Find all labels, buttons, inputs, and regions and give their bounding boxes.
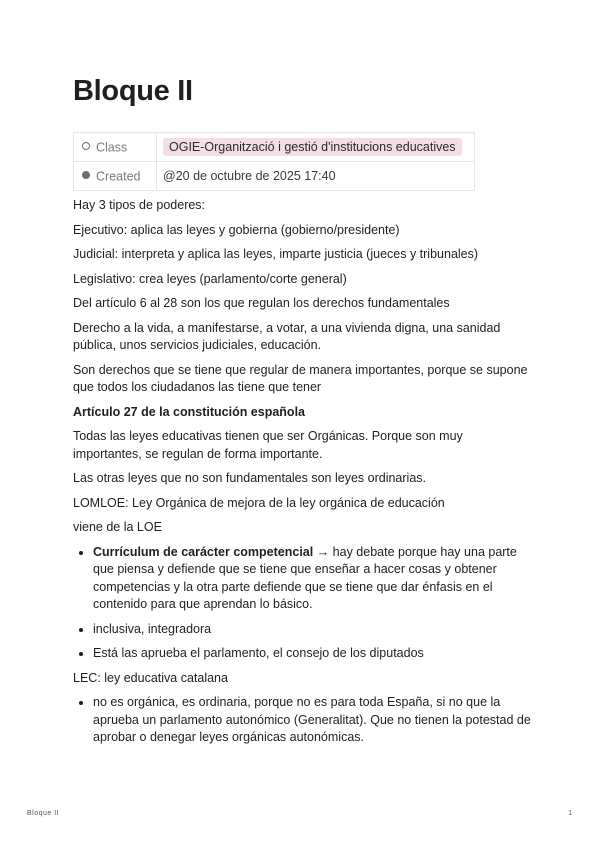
- paragraph: Son derechos que se tiene que regular de manera importantes, porque se supone que todos los ciudadanos las tiene que tener: [73, 362, 528, 394]
- properties-table: [73, 132, 475, 191]
- paragraph: Derecho a la vida, a manifestarse, a votar, a una vivienda digna, una sanidad pública, unos servicios judiciales, educación.: [73, 320, 501, 352]
- paragraph: LEC: ley educativa catalana: [73, 670, 228, 685]
- paragraph: viene de la LOE: [73, 520, 162, 534]
- bullet-list: [73, 694, 533, 747]
- list-item-bold: Currículum de carácter competencial: [93, 544, 314, 559]
- page-content: [73, 70, 533, 754]
- property-row-created: [74, 162, 475, 191]
- class-tag[interactable]: OGIE-Organització i gestió d'institucions educatives: [163, 138, 462, 156]
- class-label: Class: [96, 140, 128, 155]
- paragraph: Legislativo: crea leyes (parlamento/corte general): [73, 271, 347, 286]
- paragraph: Ejecutivo: aplica las leyes y gobierna (gobierno/presidente): [73, 222, 400, 237]
- page-number: 1: [568, 810, 572, 817]
- property-value-class: [157, 133, 475, 162]
- list-item-text: → hay debate porque hay una parte que piensa y defiende que se tiene que enseñar a hacer cosas y obtener competencias y la otra parte defiende que se tiene que dar énfasis en el contenido para que aprendan lo básico.: [93, 544, 517, 611]
- class-property-icon: [82, 142, 90, 150]
- list-item: • no es orgánica, es ordinaria, porque no es para toda España, si no que la aprueba un parlamento autonómico (Generalitat). Que no tienen la potestad de aprobar o denegar leyes orgánicas autonómicas.: [93, 694, 533, 747]
- list-item: [93, 544, 533, 614]
- property-value-created: @20 de octubre de 2025 17:40: [157, 162, 475, 191]
- page-title: Bloque II: [73, 75, 193, 107]
- footer-title: Bloque II: [27, 810, 60, 817]
- created-label: Created: [96, 169, 141, 184]
- paragraph: LOMLOE: Ley Orgánica de mejora de la ley orgánica de educación: [73, 495, 445, 510]
- property-key-class: [74, 133, 157, 162]
- property-row-class: [74, 133, 475, 162]
- clock-icon: [82, 171, 90, 179]
- paragraph: Hay 3 tipos de poderes:: [73, 198, 206, 212]
- paragraph: Las otras leyes que no son fundamentales son leyes ordinarias.: [73, 471, 426, 485]
- list-item: • Está las aprueba el parlamento, el consejo de los diputados: [93, 645, 533, 663]
- paragraph: Todas las leyes educativas tienen que ser Orgánicas. Porque son muy importantes, se regulan de forma importante.: [73, 429, 463, 461]
- paragraph: Del artículo 6 al 28 son los que regulan los derechos fundamentales: [73, 296, 450, 310]
- list-item: • inclusiva, integradora: [93, 621, 533, 639]
- property-key-created: [74, 162, 157, 191]
- section-heading: Artículo 27 de la constitución española: [73, 404, 305, 419]
- paragraph: Judicial: interpreta y aplica las leyes, imparte justicia (jueces y tribunales): [73, 247, 479, 261]
- bullet-list: [73, 544, 533, 663]
